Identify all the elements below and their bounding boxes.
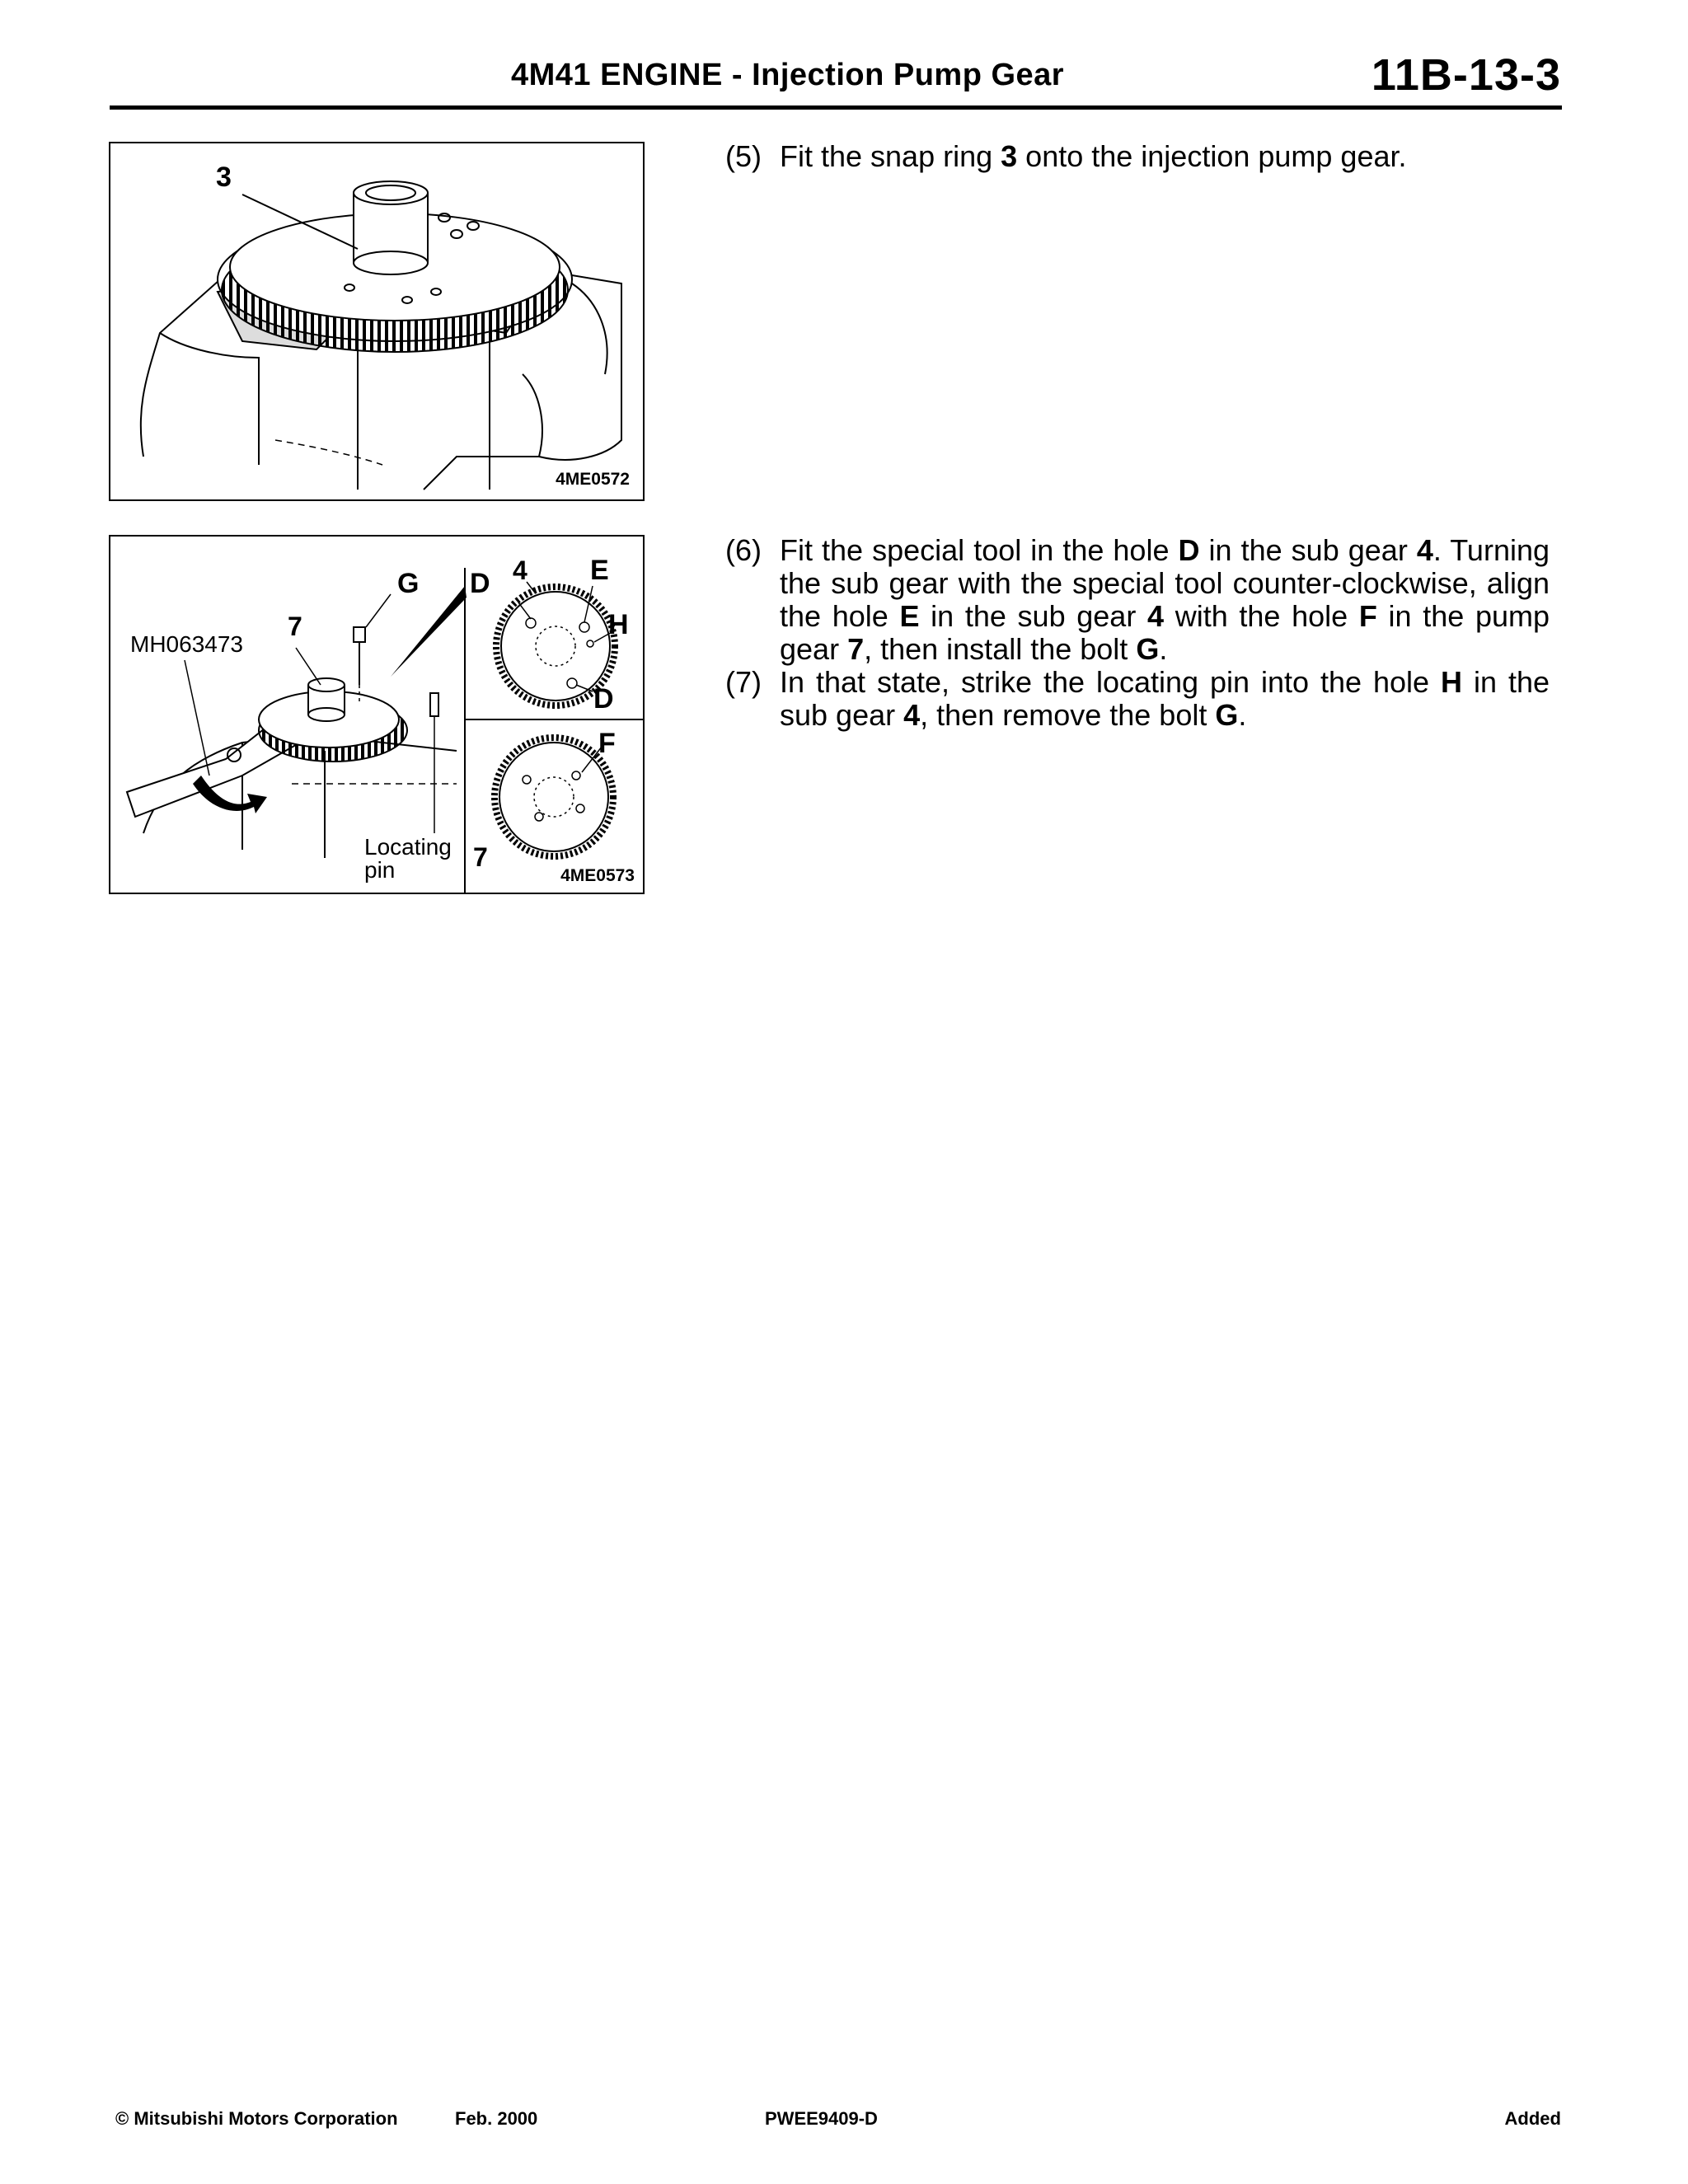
page-header-title: 4M41 ENGINE - Injection Pump Gear [511, 58, 1065, 92]
callout-7: 7 [288, 612, 302, 641]
step-text: Fit the snap ring 3 onto the injection pump gear. [780, 139, 1407, 173]
footer-status: Added [1504, 2108, 1561, 2129]
callout-7-bottom: 7 [473, 842, 488, 872]
locating-pin-label-line1: Locating [364, 834, 452, 860]
footer-doc-code: PWEE9409-D [765, 2108, 878, 2129]
footer-copyright: © Mitsubishi Motors Corporation [115, 2108, 398, 2129]
step-number: (6) [725, 533, 762, 567]
sub-gear-illustration [110, 537, 643, 893]
figure-sub-gear-alignment [109, 535, 645, 894]
callout-E: E [590, 555, 609, 586]
step-number: (5) [725, 139, 762, 173]
step-text: In that state, strike the locating pin into the hole H in the sub gear 4, then remove the bolt G. [780, 665, 1550, 732]
step-text: Fit the special tool in the hole D in the sub gear 4. Turning the sub gear with the special tool counter-clockwise, align the hole E in the sub gear 4 with the hole F in the pump gear 7, then install the bolt G. [780, 533, 1550, 666]
snap-ring-illustration [110, 143, 643, 499]
header-rule [110, 105, 1562, 110]
figure-snap-ring [109, 142, 645, 501]
callout-3: 3 [216, 162, 232, 193]
callout-D: D [593, 683, 614, 715]
callout-G: G [397, 568, 420, 599]
callout-H: H [608, 609, 629, 640]
figure-code: 4ME0573 [560, 866, 635, 885]
callout-4: 4 [513, 555, 528, 585]
locating-pin-label-line2: pin [364, 857, 396, 883]
step-5 [725, 140, 1550, 173]
callout-F: F [598, 728, 616, 759]
tool-number-label: MH063473 [130, 631, 243, 657]
footer-date: Feb. 2000 [455, 2108, 538, 2129]
step-number: (7) [725, 665, 762, 699]
figure-code: 4ME0572 [556, 470, 630, 489]
callout-D-top: D [470, 568, 490, 599]
step-6 [725, 534, 1550, 666]
step-7 [725, 666, 1550, 732]
page-number: 11B-13-3 [1371, 50, 1561, 100]
